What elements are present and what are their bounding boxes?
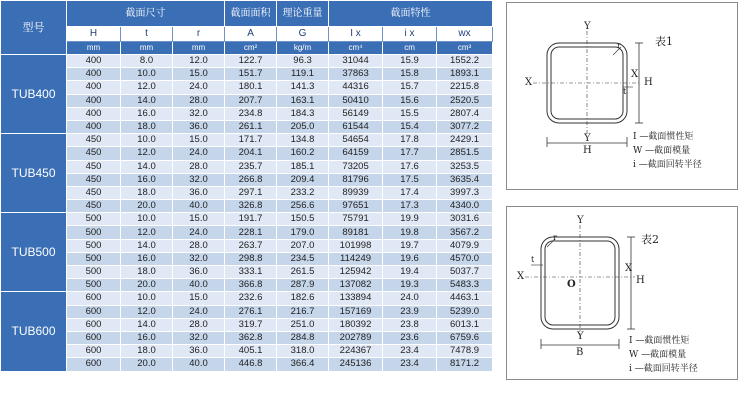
symbol-header: G — [277, 27, 329, 42]
table-cell: 284.8 — [277, 331, 329, 344]
table-cell: 6013.1 — [437, 318, 493, 331]
table-cell: 36.0 — [173, 120, 225, 133]
table-cell: 216.7 — [277, 305, 329, 318]
table-cell: 15.7 — [383, 81, 437, 94]
rectangular-tube-diagram — [507, 207, 737, 379]
table-row — [1, 160, 493, 173]
table-cell: 75791 — [329, 213, 383, 226]
table-cell: 266.8 — [225, 173, 277, 186]
table-cell: 235.7 — [225, 160, 277, 173]
table-cell: 400 — [67, 68, 121, 81]
table-row — [1, 318, 493, 331]
table-cell: 362.8 — [225, 331, 277, 344]
table-cell: 319.7 — [225, 318, 277, 331]
table-cell: 450 — [67, 186, 121, 199]
table-cell: 405.1 — [225, 345, 277, 358]
panel1-radius-label: r — [617, 41, 621, 50]
table-cell: 400 — [67, 120, 121, 133]
table-row — [1, 68, 493, 81]
table-cell: 157169 — [329, 305, 383, 318]
table-row — [1, 134, 493, 147]
symbol-header: r — [173, 27, 225, 42]
unit-header: cm⁴ — [329, 42, 383, 55]
table-cell: 12.0 — [121, 226, 173, 239]
table-cell: 251.0 — [277, 318, 329, 331]
table-cell: 114249 — [329, 252, 383, 265]
table-cell: 61544 — [329, 120, 383, 133]
panel1-axis-y-bottom: Y — [584, 133, 591, 144]
table-cell: 3253.5 — [437, 160, 493, 173]
table-cell: 2520.5 — [437, 94, 493, 107]
table-cell: 5037.7 — [437, 266, 493, 279]
square-tube-diagram — [507, 3, 737, 189]
table-cell: 500 — [67, 213, 121, 226]
table-cell: 18.0 — [121, 345, 173, 358]
panel1-axis-y-top: Y — [584, 21, 591, 32]
table-cell: 500 — [67, 279, 121, 292]
unit-header: cm² — [225, 42, 277, 55]
table-cell: 15.0 — [173, 134, 225, 147]
table-cell: 54654 — [329, 134, 383, 147]
model-header: 型号 — [1, 1, 67, 55]
table-cell: 6759.6 — [437, 331, 493, 344]
symbol-header: A — [225, 27, 277, 42]
table-cell: 23.4 — [383, 358, 437, 371]
table-cell: 16.0 — [121, 252, 173, 265]
table-cell: 137082 — [329, 279, 383, 292]
panel1-dim-width: H — [583, 145, 592, 156]
table-cell: 600 — [67, 331, 121, 344]
table-cell: 400 — [67, 81, 121, 94]
unit-header: mm — [121, 42, 173, 55]
table-row — [1, 173, 493, 186]
table-cell: 180392 — [329, 318, 383, 331]
table-cell: 15.6 — [383, 94, 437, 107]
table-row — [1, 147, 493, 160]
table-cell: 298.8 — [225, 252, 277, 265]
panel2-axis-x-left: X — [517, 271, 525, 282]
table-cell: 600 — [67, 345, 121, 358]
table-cell: 234.8 — [225, 107, 277, 120]
table-cell: 191.7 — [225, 213, 277, 226]
table-cell: 81796 — [329, 173, 383, 186]
table-cell: 4079.9 — [437, 239, 493, 252]
table-row — [1, 94, 493, 107]
table-cell: 160.2 — [277, 147, 329, 160]
table-cell: 8171.2 — [437, 358, 493, 371]
table-cell: 12.0 — [173, 55, 225, 68]
table-cell: 207.0 — [277, 239, 329, 252]
table-cell: 297.1 — [225, 186, 277, 199]
table-cell: 500 — [67, 226, 121, 239]
table-cell: 16.0 — [121, 331, 173, 344]
table-cell: 32.0 — [173, 107, 225, 120]
table-cell: 400 — [67, 55, 121, 68]
table-cell: 10.0 — [121, 292, 173, 305]
table-cell: 20.0 — [121, 200, 173, 213]
table-cell: 600 — [67, 318, 121, 331]
unit-header: cm³ — [437, 42, 493, 55]
table-cell: 50410 — [329, 94, 383, 107]
table-cell: 37863 — [329, 68, 383, 81]
table-cell: 24.0 — [173, 147, 225, 160]
table-row — [1, 120, 493, 133]
table-cell: 20.0 — [121, 358, 173, 371]
table-cell: 3997.3 — [437, 186, 493, 199]
diagram-panel-2 — [506, 206, 738, 380]
panel2-legend-inertia: I —截面惯性矩 — [629, 336, 690, 346]
table-cell: 16.0 — [121, 173, 173, 186]
table-row — [1, 292, 493, 305]
table-cell: 28.0 — [173, 318, 225, 331]
table-cell: 28.0 — [173, 160, 225, 173]
table-cell: 12.0 — [121, 81, 173, 94]
table-cell: 28.0 — [173, 94, 225, 107]
table-cell: 234.5 — [277, 252, 329, 265]
table-cell: 150.5 — [277, 213, 329, 226]
table-cell: 97651 — [329, 200, 383, 213]
panel2-center-label: O — [567, 279, 576, 290]
table-cell: 224367 — [329, 345, 383, 358]
unit-header: mm — [173, 42, 225, 55]
panel1-thickness-label: t — [623, 87, 627, 96]
table-cell: 14.0 — [121, 160, 173, 173]
table-cell: 19.3 — [383, 279, 437, 292]
table-cell: 18.0 — [121, 266, 173, 279]
table-cell: 180.1 — [225, 81, 277, 94]
table-row — [1, 279, 493, 292]
table-cell: 23.9 — [383, 305, 437, 318]
table-cell: 10.0 — [121, 213, 173, 226]
table-cell: 204.1 — [225, 147, 277, 160]
table-cell: 163.1 — [277, 94, 329, 107]
table-row — [1, 252, 493, 265]
panel2-legend-modulus: W —截面模量 — [629, 350, 687, 360]
table-cell: 450 — [67, 147, 121, 160]
table-row — [1, 358, 493, 371]
table-cell: 5483.3 — [437, 279, 493, 292]
table-cell: 56149 — [329, 107, 383, 120]
panel2-dim-height: H — [636, 275, 645, 286]
table-row — [1, 107, 493, 120]
table-cell: 3567.2 — [437, 226, 493, 239]
table-cell: 23.6 — [383, 331, 437, 344]
table-cell: 32.0 — [173, 252, 225, 265]
table-cell: 261.5 — [277, 266, 329, 279]
table-cell: 15.4 — [383, 120, 437, 133]
table-cell: 326.8 — [225, 200, 277, 213]
panel2-thickness-label: t — [531, 255, 535, 264]
table-cell: 333.1 — [225, 266, 277, 279]
table-cell: 400 — [67, 94, 121, 107]
table-cell: 64159 — [329, 147, 383, 160]
table-cell: 20.0 — [121, 279, 173, 292]
panel2-axis-y-bottom: Y — [577, 331, 584, 342]
table-cell: 17.6 — [383, 160, 437, 173]
symbol-header: t — [121, 27, 173, 42]
panel1-axis-x-right: X — [631, 69, 639, 80]
table-cell: 15.9 — [383, 55, 437, 68]
table-cell: 263.7 — [225, 239, 277, 252]
table-cell: 450 — [67, 173, 121, 186]
panel2-legend-radius-gyration: i —截面回转半径 — [629, 364, 698, 374]
table-cell: 2429.1 — [437, 134, 493, 147]
table-cell: 171.7 — [225, 134, 277, 147]
table-cell: 17.7 — [383, 147, 437, 160]
table-cell: 500 — [67, 266, 121, 279]
table-cell: 40.0 — [173, 279, 225, 292]
panel1-legend-radius-gyration: i —截面回转半径 — [633, 160, 702, 170]
table-cell: 184.3 — [277, 107, 329, 120]
table-cell: 366.4 — [277, 358, 329, 371]
symbol-header: wx — [437, 27, 493, 42]
table-cell: 1893.1 — [437, 68, 493, 81]
table-cell: 18.0 — [121, 186, 173, 199]
table-cell: 73205 — [329, 160, 383, 173]
model-group-label: TUB400 — [1, 55, 67, 134]
table-cell: 4340.0 — [437, 200, 493, 213]
table-cell: 256.6 — [277, 200, 329, 213]
table-cell: 28.0 — [173, 239, 225, 252]
table-cell: 15.5 — [383, 107, 437, 120]
unit-header: cm — [383, 42, 437, 55]
table-cell: 24.0 — [383, 292, 437, 305]
panel1-title: 表1 — [655, 35, 673, 48]
table-cell: 18.0 — [121, 120, 173, 133]
table-cell: 276.1 — [225, 305, 277, 318]
table-row — [1, 200, 493, 213]
table-cell: 23.4 — [383, 345, 437, 358]
table-cell: 15.0 — [173, 292, 225, 305]
table-row — [1, 213, 493, 226]
table-cell: 36.0 — [173, 186, 225, 199]
table-cell: 2215.8 — [437, 81, 493, 94]
table-cell: 36.0 — [173, 345, 225, 358]
table-cell: 40.0 — [173, 200, 225, 213]
table-cell: 4570.0 — [437, 252, 493, 265]
table-cell: 15.0 — [173, 68, 225, 81]
table-cell: 12.0 — [121, 305, 173, 318]
table-cell: 40.0 — [173, 358, 225, 371]
symbol-header: H — [67, 27, 121, 42]
table-cell: 400 — [67, 107, 121, 120]
panel2-title: 表2 — [641, 233, 659, 246]
header-theoretical-weight: 理论重量 — [277, 1, 329, 27]
table-cell: 32.0 — [173, 173, 225, 186]
table-row — [1, 186, 493, 199]
table-cell: 24.0 — [173, 81, 225, 94]
table-cell: 14.0 — [121, 94, 173, 107]
table-cell: 151.7 — [225, 68, 277, 81]
table-cell: 44316 — [329, 81, 383, 94]
table-cell: 182.6 — [277, 292, 329, 305]
table-row — [1, 305, 493, 318]
table-cell: 14.0 — [121, 318, 173, 331]
table-row — [1, 226, 493, 239]
table-cell: 17.5 — [383, 173, 437, 186]
table-row — [1, 266, 493, 279]
table-cell: 36.0 — [173, 266, 225, 279]
table-cell: 261.1 — [225, 120, 277, 133]
table-cell: 500 — [67, 252, 121, 265]
table-cell: 2807.4 — [437, 107, 493, 120]
table-cell: 366.8 — [225, 279, 277, 292]
table-cell: 32.0 — [173, 331, 225, 344]
model-group-label: TUB600 — [1, 292, 67, 371]
table-row — [1, 55, 493, 68]
table-cell: 19.6 — [383, 252, 437, 265]
panel2-dim-width: B — [576, 347, 584, 358]
table-cell: 205.0 — [277, 120, 329, 133]
table-cell: 17.4 — [383, 186, 437, 199]
header-section-area: 截面面积 — [225, 1, 277, 27]
table-cell: 119.1 — [277, 68, 329, 81]
unit-header: kg/m — [277, 42, 329, 55]
table-cell: 209.4 — [277, 173, 329, 186]
table-row — [1, 81, 493, 94]
table-cell: 450 — [67, 160, 121, 173]
panel2-axis-x-right: X — [625, 263, 633, 274]
table-row — [1, 331, 493, 344]
model-group-label: TUB450 — [1, 134, 67, 213]
table-cell: 12.0 — [121, 147, 173, 160]
table-cell: 1552.2 — [437, 55, 493, 68]
table-cell: 207.7 — [225, 94, 277, 107]
table-cell: 3031.6 — [437, 213, 493, 226]
table-cell: 19.7 — [383, 239, 437, 252]
table-cell: 133894 — [329, 292, 383, 305]
table-cell: 14.0 — [121, 239, 173, 252]
panel1-dim-height: H — [644, 77, 653, 88]
table-cell: 19.9 — [383, 213, 437, 226]
table-cell: 446.8 — [225, 358, 277, 371]
header-section-size: 截面尺寸 — [67, 1, 225, 27]
panel2-radius-label: r — [553, 233, 557, 242]
table-cell: 15.8 — [383, 68, 437, 81]
table-cell: 17.3 — [383, 200, 437, 213]
table-cell: 24.0 — [173, 226, 225, 239]
table-cell: 600 — [67, 305, 121, 318]
table-cell: 500 — [67, 239, 121, 252]
symbol-header: i x — [383, 27, 437, 42]
table-cell: 228.1 — [225, 226, 277, 239]
table-cell: 185.1 — [277, 160, 329, 173]
table-cell: 202789 — [329, 331, 383, 344]
table-cell: 4463.1 — [437, 292, 493, 305]
table-cell: 10.0 — [121, 134, 173, 147]
table-cell: 15.0 — [173, 213, 225, 226]
table-cell: 600 — [67, 358, 121, 371]
panel1-legend-inertia: I —截面惯性矩 — [633, 132, 694, 142]
table-cell: 96.3 — [277, 55, 329, 68]
table-cell: 125942 — [329, 266, 383, 279]
table-cell: 287.9 — [277, 279, 329, 292]
table-row — [1, 239, 493, 252]
table-cell: 5239.0 — [437, 305, 493, 318]
header-section-properties: 截面特性 — [329, 1, 493, 27]
model-group-label: TUB500 — [1, 213, 67, 292]
symbol-header: I x — [329, 27, 383, 42]
table-cell: 16.0 — [121, 107, 173, 120]
table-cell: 19.8 — [383, 226, 437, 239]
table-cell: 17.8 — [383, 134, 437, 147]
table-cell: 233.2 — [277, 186, 329, 199]
panel1-axis-x-left: X — [525, 77, 533, 88]
unit-header: mm — [67, 42, 121, 55]
table-row — [1, 345, 493, 358]
table-cell: 3077.2 — [437, 120, 493, 133]
table-cell: 3635.4 — [437, 173, 493, 186]
panel1-legend-modulus: W —截面模量 — [633, 146, 691, 156]
table-cell: 31044 — [329, 55, 383, 68]
table-cell: 101998 — [329, 239, 383, 252]
table-cell: 450 — [67, 200, 121, 213]
table-cell: 245136 — [329, 358, 383, 371]
panel2-axis-y-top: Y — [577, 215, 584, 226]
table-cell: 141.3 — [277, 81, 329, 94]
table-cell: 24.0 — [173, 305, 225, 318]
diagram-panel-1 — [506, 2, 738, 190]
table-cell: 7478.9 — [437, 345, 493, 358]
table-cell: 2851.5 — [437, 147, 493, 160]
table-cell: 122.7 — [225, 55, 277, 68]
table-cell: 89939 — [329, 186, 383, 199]
table-cell: 134.8 — [277, 134, 329, 147]
table-cell: 19.4 — [383, 266, 437, 279]
table-cell: 318.0 — [277, 345, 329, 358]
table-cell: 600 — [67, 292, 121, 305]
table-cell: 10.0 — [121, 68, 173, 81]
table-cell: 232.6 — [225, 292, 277, 305]
table-cell: 8.0 — [121, 55, 173, 68]
table-cell: 179.0 — [277, 226, 329, 239]
table-cell: 450 — [67, 134, 121, 147]
table-cell: 89181 — [329, 226, 383, 239]
table-cell: 23.8 — [383, 318, 437, 331]
